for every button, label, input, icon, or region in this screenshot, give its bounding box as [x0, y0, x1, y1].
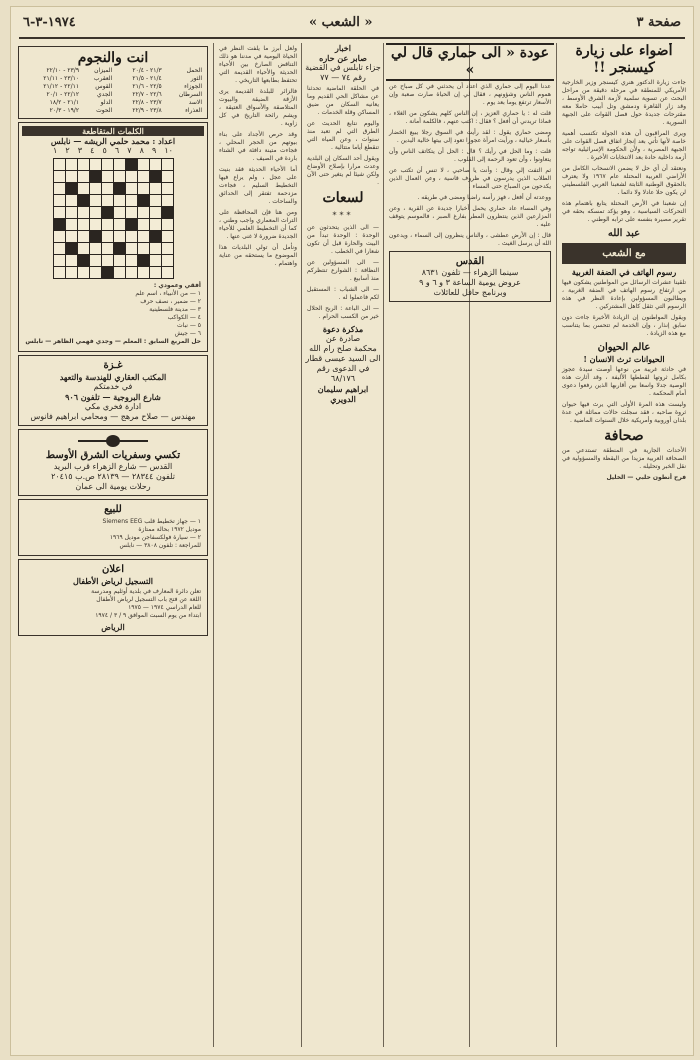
crossword-cell: [138, 255, 149, 266]
crossword-cell: [78, 159, 89, 170]
clues-title: أفقي وعمودي :: [153, 282, 201, 289]
article-paragraph: ولعل أبرز ما يلفت النظر في الحياة اليومية في مدننا هو ذلك التناقض الصارخ بين الأحياء الحديثة والأحياء القديمة التي تحتفظ بطابعها التاريخي .: [219, 45, 297, 84]
crossword-cell: [126, 207, 137, 218]
table-cell: الاسد: [188, 99, 202, 106]
crossword-cell: [54, 267, 65, 278]
crossword-title: الكلمات المتقاطعة: [22, 126, 204, 136]
crossword-number: ١٠: [164, 146, 173, 155]
crossword-cell: [162, 243, 173, 254]
crossword-cell: [162, 159, 173, 170]
table-row: [22, 67, 204, 75]
crossword-cell: [78, 195, 89, 206]
crossword-clues: [25, 282, 201, 346]
feature-paragraph: وفي المساء عاد حماري يحمل أخبارا جديدة عن القرية ، وعن المزارعين الذين ينتظرون المطر بفارغ الصبر ، فالموسم يتوقف عليه .: [389, 205, 551, 228]
crossword-cell: [54, 171, 65, 182]
table-cell: ٢١/٣ - ٢٠/٤: [132, 67, 162, 74]
table-cell: الحوت: [96, 107, 113, 114]
gaza-ad-title: غـزة: [103, 360, 123, 371]
animals-paragraph: وليست هذه المرة الأولى التي يرث فيها حيوان ثروة صاحبه ، فقد سجلت حالات مماثلة في عدة بلدان أوروبية وأمريكية خلال السنوات الماضية .: [562, 401, 686, 424]
crossword-cell: [114, 219, 125, 230]
crossword-cell: [54, 207, 65, 218]
editorial-paragraph: إن شعبنا في الأرض المحتلة يتابع باهتمام هذه التحركات السياسية ، وهو يؤكد تمسكه بحقه في تقرير مصيره بنفسه على ترابه الوطني .: [562, 200, 686, 223]
crossword-cell: [138, 231, 149, 242]
crossword-cell: [150, 255, 161, 266]
gaza-ad-line: في خدمتكم: [93, 382, 133, 391]
crossword-grid: [53, 158, 174, 279]
crossword-cell: [102, 243, 113, 254]
travel-ad-line: رحلات يومية الى عمان: [75, 482, 151, 491]
crossword-cell: [66, 267, 77, 278]
column-editorial: [559, 43, 689, 1047]
kindergarten-ad-line: ابتداء من يوم السبت الموافق ٩ / ٣ / ١٩٧٤: [95, 612, 201, 619]
table-cell: ٢٣/٧ - ٢٢/٨: [132, 99, 162, 106]
crossword-cell: [102, 159, 113, 170]
notice-line: الى السيد عيسى قطار: [305, 354, 381, 363]
crossword-cell: [54, 231, 65, 242]
clue-item: ٢ — ضمير ، نصف حرف: [140, 298, 201, 305]
crossword-cell: [114, 243, 125, 254]
table-cell: الجوزاء: [184, 83, 202, 90]
editorial-signature: عبد الله: [607, 228, 641, 239]
kindergarten-ad-title: اعلان: [101, 564, 125, 575]
animals-body: [562, 366, 686, 425]
crossword-cell: [150, 267, 161, 278]
crossword-cell: [126, 195, 137, 206]
table-cell: ٢٢/٦ - ٢٢/٧: [132, 91, 162, 98]
table-cell: القوس: [95, 83, 113, 90]
article-paragraph: ومن هنا فإن المحافظة على التراث المعماري واجب وطني ، كما أن التخطيط العلمي للأحياء الجديدة ضرورة لا غنى عنها .: [219, 209, 297, 240]
feature-paragraph: عدنا اليوم إلى حماري الذي اعتاد أن يحدثني في كل صباح عن هموم الناس وشؤونهم ، فقال لي إن الحياة صارت صعبة وإن الأسعار ترتفع يوما بعد يوم .: [389, 83, 551, 106]
crossword-cell: [102, 267, 113, 278]
press-paragraph: الأحداث الجارية في المنطقة تستدعي من الصحافة العربية مزيدا من اليقظة والمسؤولية في نقل الخبر وتحليله .: [562, 447, 686, 470]
column-services: [15, 43, 211, 1047]
section-paragraph: تلقينا عشرات الرسائل من المواطنين يشكون فيها من ارتفاع رسوم الهاتف في الضفة الغربية ، ويطالبون المسؤولين بإعادة النظر في هذه الرسوم التي تثقل كاهل المشتركين .: [562, 279, 686, 310]
crossword-cell: [114, 267, 125, 278]
crossword-number: ٨: [139, 146, 144, 155]
notice-line: في الدعوى رقم ٦٨/١٧٦: [316, 364, 370, 383]
crossword-cell: [138, 159, 149, 170]
editorial-paragraph: ويرى المراقبون أن هذه الجولة تكتسب أهمية خاصة لأنها تأتي بعد إنجاز اتفاق فصل القوات على الجبهة المصرية ، ولأن الحكومة الإسرائيلية تواجه أزمة داخلية حادة بعد الانتخابات الأخيرة .: [562, 130, 686, 161]
paper-name: « الشعب »: [309, 15, 373, 30]
page-number: صفحة ٣: [636, 15, 681, 30]
crossword-number: ٥: [102, 146, 107, 155]
crossword-number: ٦: [114, 146, 120, 155]
travel-ad-line: تلفون ٢٨٣٤٤ — ٢٨١٣٩ ص.ب ٢٠٤١٥: [51, 472, 175, 481]
travel-ad-line: القدس — شارع الزهراء قرب البريد: [53, 462, 173, 471]
gaza-ad-line: شارع البروجية — تلفون ٩٠٦: [65, 392, 161, 402]
column-rule: [213, 43, 214, 1047]
crossword-cell: [66, 171, 77, 182]
crossword-cell: [102, 219, 113, 230]
notice-signature: ابراهيم سليمان الدويري: [317, 384, 369, 404]
feature-paragraph: قال : إن الأرض عطشى ، والناس ينظرون إلى السماء ، ويدعون الله أن يرسل الغيث .: [389, 232, 551, 247]
notice-line: صادرة عن: [325, 334, 361, 343]
crossword-cell: [114, 195, 125, 206]
crossword-cell: [90, 207, 101, 218]
editorial-paragraph: جاءت زيارة الدكتور هنري كيسنجر وزير الخارجية الأمريكي للمنطقة في مرحلة دقيقة من مراحل البحث عن تسوية سلمية لأزمة الشرق الأوسط ، وقد زار القاهرة ودمشق وتل أبيب حاملا معه مقترحات جديدة حول فصل القوات على الجبهة السورية .: [562, 79, 686, 126]
news-header-line: اخبار: [335, 43, 351, 53]
crossword-cell: [150, 243, 161, 254]
editorial-paragraph: ونعتقد أن أي حل لا يضمن الانسحاب الكامل من الأراضي العربية المحتلة عام ١٩٦٧ ولا يعترف بالحقوق الوطنية الثابتة لشعبنا العربي الفلسطيني لن يكون حلا عادلا ولا دائما .: [562, 165, 686, 196]
table-cell: الثور: [190, 75, 202, 82]
previous-solution: حل المربع السابق : المعلم — وجدي فهمي الظاهر — نابلس: [25, 338, 201, 345]
press-title: صحافة: [604, 428, 644, 444]
crossword-cell: [78, 267, 89, 278]
crossword-cell: [66, 243, 77, 254]
crossword-cell: [66, 183, 77, 194]
feature-paragraph: ووعدته أن أفعل ، فهز رأسه راضيا ومضى في طريقه .: [417, 194, 551, 201]
crossword-cell: [150, 159, 161, 170]
crossword-number: ٤: [90, 146, 95, 155]
table-row: [22, 75, 204, 83]
sting-item: — الى الذين يتحدثون عن الوحدة : الوحدة تبدأ من البيت والحارة قبل أن تكون شعارا في الخطب .: [307, 224, 379, 255]
animals-paragraph: في حادثة غريبة من نوعها أوصت سيدة عجوز بكامل ثروتها لقططها الأليفة ، وقد أثارت هذه الوصية جدلا واسعا بين أقاربها الذين رفعوا دعوى أمام المحكمة .: [562, 366, 686, 397]
column-feature: [386, 43, 554, 1047]
crossword-cell: [138, 207, 149, 218]
crossword-cell: [90, 159, 101, 170]
feature-paragraph: قلت : وما الحل في رأيك ؟ قال : الحل أن يتكاتف الناس وأن يتعاونوا ، وأن تعود الرحمة إلى القلوب .: [389, 148, 551, 163]
section-header: مع الشعب: [562, 243, 686, 264]
crossword-cell: [114, 171, 125, 182]
sale-ad-line: ٢ — سيارة فولكسفاجن موديل ١٩٦٩: [109, 534, 201, 541]
feature-title: عودة « الى حماري قال لي »: [386, 43, 554, 81]
crossword-cell: [150, 171, 161, 182]
crossword-cell: [162, 231, 173, 242]
table-cell: ٢٢/٥ - ٢١/٦: [132, 83, 162, 90]
news-header-line: رقم ٧٤ — ٧٧: [320, 73, 366, 82]
sale-ad-title: للبيع: [104, 504, 122, 515]
crossword-cell: [162, 207, 173, 218]
crossword-cell: [102, 183, 113, 194]
crossword-cell: [78, 231, 89, 242]
kindergarten-ad-subtitle: التسجيل لرياض الأطفال: [72, 576, 154, 586]
animals-title: عالم الحيوان: [597, 342, 651, 353]
crossword-cell: [54, 195, 65, 206]
cinema-ad-line: وبرنامج حافل للعائلات: [433, 288, 507, 297]
clue-item: ٦ — جيش: [174, 330, 201, 337]
separator-stars: ***: [332, 211, 354, 220]
table-cell: ٢٢/١٢ - ٢٠/١: [46, 91, 80, 98]
sting-item: — الى الباعة : الربح الحلال خير من الكسب الحرام .: [307, 305, 379, 320]
feature-body: [389, 83, 551, 248]
horoscope-logo: انت والنجوم: [77, 50, 149, 66]
crossword-cell: [78, 243, 89, 254]
crossword-cell: [138, 183, 149, 194]
article-body: [219, 45, 297, 268]
crossword-cell: [78, 183, 89, 194]
table-cell: ٢٣/٩ - ٢٢/١٠: [46, 67, 80, 74]
crossword-cell: [138, 195, 149, 206]
newspaper-page: [10, 6, 694, 1056]
crossword-cell: [126, 267, 137, 278]
crossword-cell: [138, 243, 149, 254]
crossword-cell: [114, 183, 125, 194]
table-cell: ١٩/٢ - ٢٠/٣: [49, 107, 80, 114]
press-paragraph: فرح أنطون حلبي — الخليل: [606, 474, 686, 481]
clue-item: ٥ — نبات: [176, 322, 201, 329]
section-paragraph: ويقول المواطنون إن الزيادة الأخيرة جاءت دون سابق إنذار ، وإن الخدمة لم تتحسن بما يتناسب مع هذه الزيادة .: [562, 314, 686, 337]
column-news: [304, 43, 382, 1047]
kindergarten-ad-body: [25, 588, 201, 620]
gaza-ad-line: المكتب العقاري للهندسة والتعهد: [59, 372, 167, 382]
section-subtitle: رسوم الهاتف في الضفة الغربية: [571, 267, 677, 277]
table-cell: الدلو: [100, 99, 113, 106]
crossword-cell: [138, 171, 149, 182]
sale-ad-line: ١ — جهاز تخطيط قلب Siemens EEG: [102, 518, 201, 525]
cinema-ad-line: عروض يومية الساعة ٣ و ٦ و ٩: [419, 278, 521, 287]
crossword-cell: [66, 255, 77, 266]
crossword-cell: [78, 171, 89, 182]
crossword-cell: [54, 219, 65, 230]
kindergarten-ad: [18, 559, 208, 636]
table-cell: ٢١/١ - ١٨/٢: [49, 99, 80, 106]
crossword-cell: [90, 183, 101, 194]
table-row: [22, 99, 204, 107]
crossword-cell: [54, 159, 65, 170]
crossword-cell: [162, 183, 173, 194]
crossword-number: ٩: [152, 146, 157, 155]
crossword-cell: [162, 267, 173, 278]
table-cell: الحمل: [186, 67, 202, 74]
crossword-author: اعداد : محمد حلمي الريشه — نابلس: [50, 136, 176, 146]
table-cell: ٢١/٤ - ٢١/٥: [132, 75, 162, 82]
wings-logo-icon: [78, 435, 148, 447]
press-body: [562, 447, 686, 482]
editorial-title: أضواء على زيارة كيسنجر !!: [575, 43, 673, 76]
crossword-cell: [54, 243, 65, 254]
kindergarten-ad-line: للعام الدراسي ١٩٧٤ — ١٩٧٥: [128, 604, 201, 611]
crossword-cell: [126, 255, 137, 266]
crossword-cell: [102, 231, 113, 242]
crossword-cell: [162, 195, 173, 206]
crossword-number: ٣: [77, 146, 83, 155]
crossword-number: ٢: [65, 146, 70, 155]
clue-item: ١ — من الأنبياء ، اسم علم: [135, 290, 201, 297]
sale-ad-line: موديل ١٩٧٢ بحالة ممتازة: [138, 526, 201, 533]
crossword-cell: [90, 267, 101, 278]
cinema-ad-title: القدس: [455, 256, 485, 267]
feature-paragraph: ثم التفت إلي وقال : وأنت يا صاحبي ، لا تنس أن تكتب عن الطلاب الذين يدرسون في ظروف قاسية ، وعن العمال الذين يكدحون من الصباح حتى المساء .: [389, 167, 551, 190]
crossword-cell: [78, 219, 89, 230]
animals-subtitle: الحيوانات ترث الانسان !: [583, 354, 665, 364]
gaza-ad: [18, 355, 208, 426]
crossword-cell: [150, 231, 161, 242]
travel-ad: [18, 429, 208, 496]
crossword-box: [18, 122, 208, 352]
crossword-cell: [162, 171, 173, 182]
clue-item: ٣ — مدينة فلسطينية: [149, 306, 201, 313]
crossword-cell: [150, 219, 161, 230]
table-cell: ٢٣/٨ - ٢٢/٩: [132, 107, 162, 114]
crossword-cell: [54, 255, 65, 266]
sale-ad-line: للمراجعة : تلفون ٣٨٠٨ — نابلس: [119, 542, 201, 549]
stings-body: [307, 224, 379, 321]
table-row: [22, 91, 204, 99]
table-cell: العذراء: [185, 107, 202, 114]
crossword-cell: [90, 243, 101, 254]
table-cell: العقرب: [93, 75, 113, 82]
news-header-line: صابر عن حاره: [319, 53, 367, 63]
crossword-cell: [114, 207, 125, 218]
crossword-cell: [90, 195, 101, 206]
sting-item: — الى الشباب : المستقبل لكم فاعملوا له .: [307, 286, 379, 301]
crossword-cell: [162, 219, 173, 230]
crossword-cell: [138, 267, 149, 278]
crossword-cell: [90, 255, 101, 266]
table-cell: السرطان: [178, 91, 202, 98]
crossword-cell: [66, 159, 77, 170]
editorial-body: [562, 79, 686, 224]
kindergarten-ad-line: تعلن دائرة المعارف في بلدية أوثليم ومدرسة: [91, 588, 201, 595]
masthead: [19, 13, 685, 39]
feature-paragraph: قلت له : يا حماري العزيز ، إن الناس كلهم يشكون من الغلاء ، فماذا تريدني أن أفعل ؟ فقال : اكتب عنهم ، فالكلمة أمانة .: [389, 110, 551, 125]
crossword-cell: [114, 159, 125, 170]
kindergarten-ad-footer: الرياض: [101, 622, 125, 632]
crossword-cell: [90, 219, 101, 230]
crossword-cell: [162, 255, 173, 266]
news-header-line: جزاء تابلس في القضية: [305, 63, 381, 72]
table-cell: الجدي: [97, 91, 113, 98]
table-cell: ٢٢/١١ - ٢١/١٢: [43, 83, 80, 90]
crossword-cell: [102, 255, 113, 266]
crossword-cell: [138, 219, 149, 230]
column-article: [216, 43, 300, 1047]
crossword-cell: [90, 171, 101, 182]
crossword-cell: [126, 183, 137, 194]
crossword-number: ٧: [127, 146, 132, 155]
crossword-cell: [126, 219, 137, 230]
cinema-ad-line: سينما الزهراء — تلفون ٨٦٣١: [421, 268, 519, 277]
travel-ad-title: تكسي وسفريات الشرق الأوسط: [45, 450, 181, 461]
table-row: [22, 83, 204, 91]
gaza-ad-line: ادارة فخري مكي: [84, 402, 142, 411]
crossword-cell: [66, 231, 77, 242]
crossword-cell: [102, 207, 113, 218]
section-body: [562, 279, 686, 338]
crossword-cell: [78, 207, 89, 218]
news-paragraph: في الحلقة الماضية تحدثنا عن مشاكل الحي القديم وما يعانيه السكان من ضيق المساكن وقلة الخدمات .: [307, 85, 379, 116]
sale-ad: [18, 499, 208, 556]
table-cell: الميزان: [94, 67, 113, 74]
crossword-cell: [78, 255, 89, 266]
column-rule: [383, 43, 384, 1047]
cartoon-caption: لسعات: [322, 190, 364, 206]
crossword-cell: [150, 195, 161, 206]
crossword-number: ١: [53, 146, 58, 155]
crossword-cell: [54, 183, 65, 194]
news-paragraph: واليوم نتابع الحديث عن الطرق التي لم تعبد منذ سنوات ، وعن المياه التي تنقطع أياما متتالية .: [307, 120, 379, 151]
kindergarten-ad-line: اللغة عن فتح باب التسجيل لرياض الأطفال: [96, 596, 201, 603]
sale-ad-body: [25, 518, 201, 550]
gaza-ad-line: مهندس — صلاح مرهج — ومحامي ابراهيم فانوس: [30, 412, 196, 421]
horoscope-box: [18, 46, 208, 119]
article-paragraph: وقد حرص الأجداد على بناء بيوتهم من الحجر المحلي ، فجاءت متينة دافئة في الشتاء باردة في الصيف .: [219, 131, 297, 162]
crossword-cell: [102, 195, 113, 206]
crossword-cell: [114, 231, 125, 242]
notice-line: محكمة صلح رام الله: [309, 344, 377, 353]
news-paragraph: ويقول أحد السكان إن البلدية وعدت مرارا بإصلاح الأوضاع ولكن شيئا لم يتغير حتى الآن .: [307, 155, 379, 186]
crossword-cell: [114, 255, 125, 266]
column-rule: [301, 43, 302, 1047]
crossword-cell: [90, 231, 101, 242]
crossword-cell: [150, 183, 161, 194]
article-paragraph: فالزائر للبلدة القديمة يرى الأزقة الضيقة والبيوت المتلاصقة والأسواق العتيقة ، ويشم رائحة التاريخ في كل زاوية .: [219, 88, 297, 127]
table-cell: ٢٣/١٠ - ٢١/١١: [43, 75, 80, 82]
horoscope-table: [22, 67, 204, 115]
clue-item: ٤ — الكواكب: [167, 314, 201, 321]
crossword-cell: [126, 159, 137, 170]
crossword-cell: [102, 171, 113, 182]
issue-date: ١٩٧٤-٣-٦: [23, 15, 76, 30]
crossword-numbers: [53, 146, 173, 155]
notice-title: مذكرة دعوة: [322, 324, 364, 334]
feature-paragraph: ومضى حماري يقول : لقد رأيت في السوق رجلا يبيع الخضار بأسعار خيالية ، ورأيت امرأة عجوزا تعود إلى بيتها خالية اليدين .: [389, 129, 551, 144]
crossword-cell: [66, 195, 77, 206]
article-paragraph: أما الأحياء الحديثة فقد بنيت على عجل ، ولم يراع فيها التخطيط السليم ، فجاءت مزدحمة تفتقر إلى الحدائق والساحات .: [219, 166, 297, 205]
table-row: [22, 107, 204, 115]
crossword-cell: [66, 219, 77, 230]
crossword-cell: [126, 231, 137, 242]
crossword-cell: [126, 171, 137, 182]
article-paragraph: ونأمل أن تولي البلديات هذا الموضوع ما يستحقه من عناية واهتمام .: [219, 244, 297, 267]
sting-item: — الى المسؤولين عن النظافة : الشوارع تنتظركم منذ أسابيع .: [307, 259, 379, 282]
crossword-cell: [150, 207, 161, 218]
news-body: [307, 85, 379, 187]
cinema-ad: [389, 251, 551, 302]
column-rule: [556, 43, 557, 1047]
crossword-cell: [66, 207, 77, 218]
crossword-cell: [126, 243, 137, 254]
